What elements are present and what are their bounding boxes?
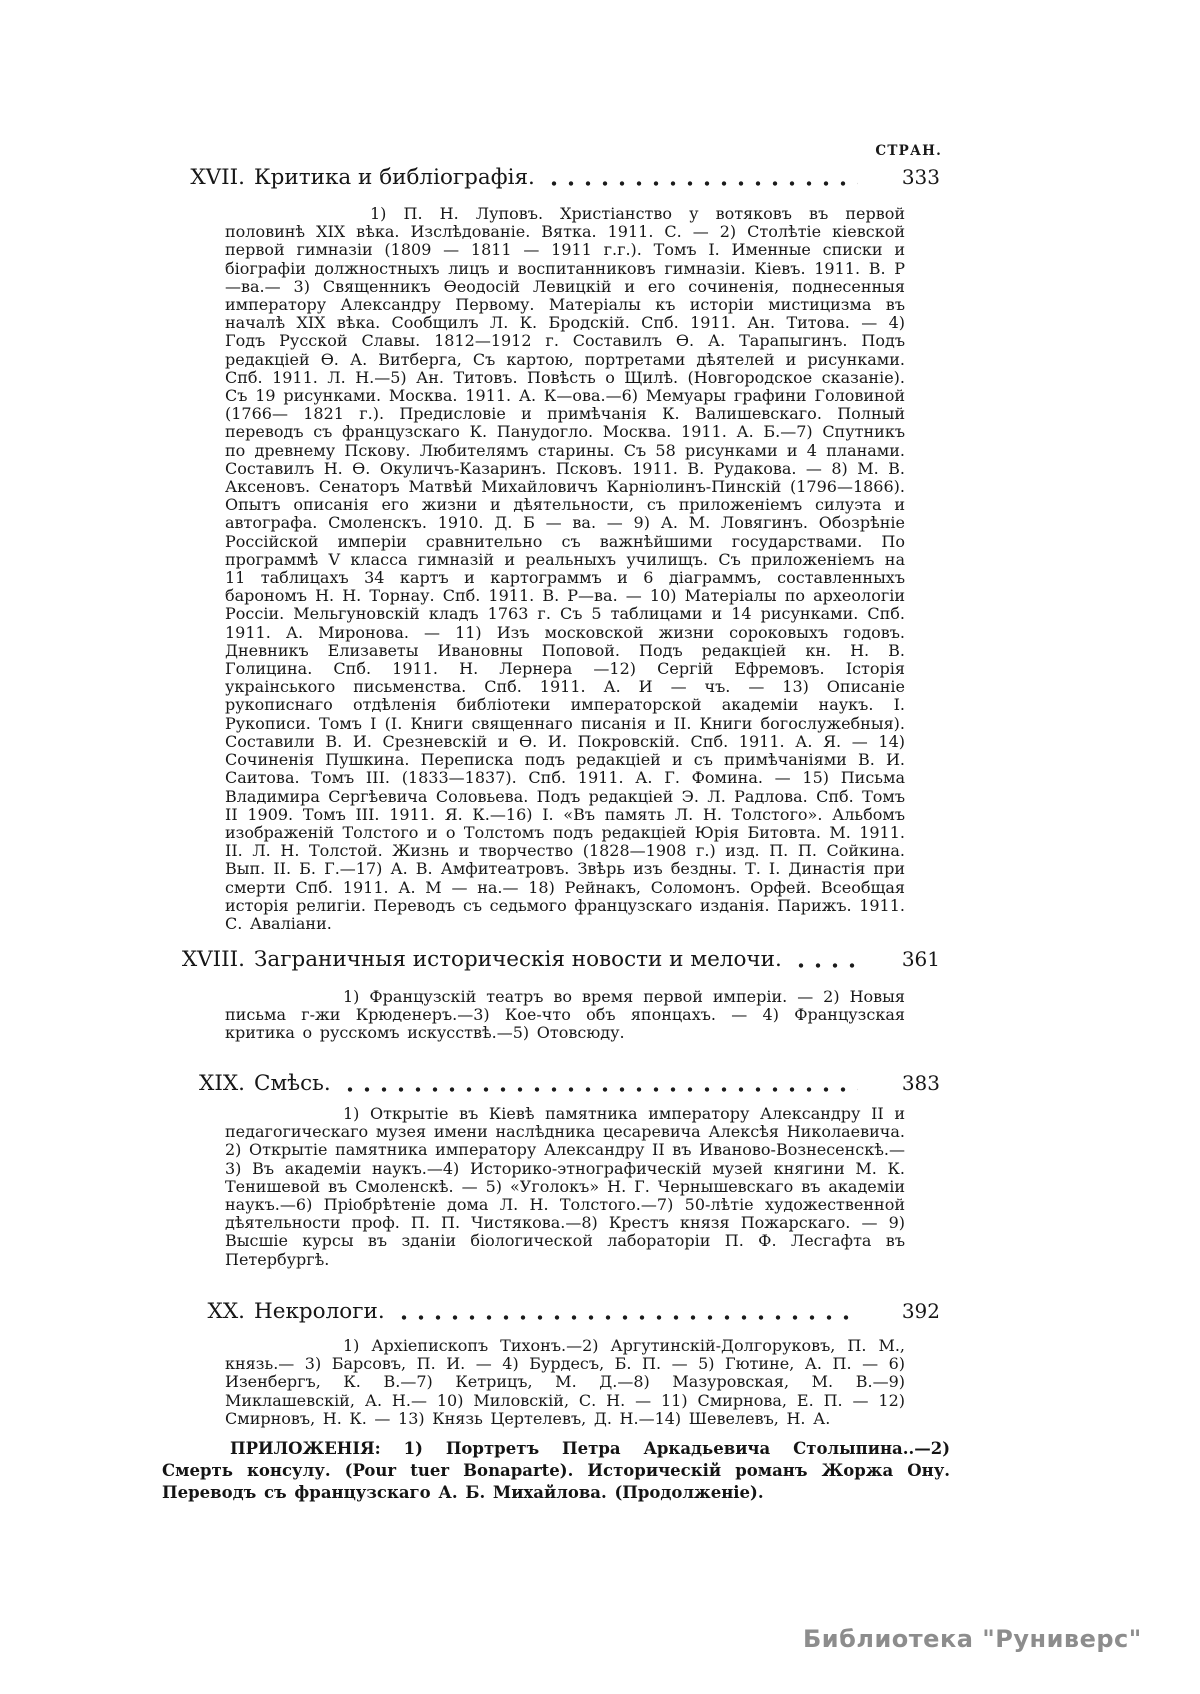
section-title: Некрологи. xyxy=(254,1299,385,1324)
page-number: 392 xyxy=(901,1299,940,1323)
section-title: Смѣсь. xyxy=(254,1071,331,1096)
page-column-header: СТРАН. xyxy=(875,143,942,159)
section-numeral: XVII. xyxy=(190,165,245,190)
section-annotation: 1) П. Н. Луповъ. Христіанство у вотяковъ въ первой половинѣ XIX вѣка. Изслѣдованіе. Вятка. 1911. С. — 2) Столѣтіе кіевской первой гимназіи (1809 — 1811 — 1911 г.г.). Томъ I. Именные списки и біографіи должностныхъ лицъ и воспитанниковъ гимназіи. Кіевъ. 1911. В. Р—ва.— 3) Священникъ Ѳеодосій Левицкій и его сочиненія, поднесенныя императору Александру Первому. Матеріалы къ исторіи мистицизма въ началѣ XIX вѣка. Сообщилъ Л. К. Бродскій. Спб. 1911. Ан. Титова. — 4) Годъ Русской Славы. 1812—1912 г. Составилъ Ѳ. А. Тарапыгинъ. Подъ редакціей Ѳ. А. Витберга, Съ картою, портретами дѣятелей и рисунками. Спб. 1911. Л. Н.—5) Ан. Титовъ. Повѣсть о Щилѣ. (Новгородское сказаніе). Съ 19 рисунками. Москва. 1911. А. К—ова.—6) Мемуары графини Головиной (1766— 1821 г.). Предисловіе и примѣчанія К. Валишевскаго. Полный переводъ съ французскаго К. Панудогло. Москва. 1911. А. Б.—7) Спутникъ по древнему Пскову. Любителямъ старины. Съ 58 рисунками и 4 планами. Составилъ Н. Ѳ. Окуличъ-Казаринъ. Псковъ. 1911. В. Рудакова. — 8) М. В. Аксеновъ. Сенаторъ Матвѣй Михайловичъ Карніолинъ-Пинскій (1796—1866). Опытъ описанія его жизни и дѣятельности, съ приложеніемъ силуэта и автографа. Смоленскъ. 1910. Д. Б — ва. — 9) А. М. Ловягинъ. Обозрѣніе Россійской имперіи сравнительно съ важнѣйшими государствами. По программѣ V класса гимназій и реальныхъ училищъ. Съ приложеніемъ на 11 таблицахъ 34 картъ и картограммъ и 6 діаграммъ, составленныхъ барономъ Н. Н. Торнау. Спб. 1911. В. Р—ва. — 10) Матеріалы по археологіи Россіи. Мельгуновскій кладъ 1763 г. Съ 5 таблицами и 14 рисунками. Спб. 1911. А. Миронова. — 11) Изъ московской жизни сороковыхъ годовъ. Дневникъ Елизаветы Ивановны Поповой. Подъ редакціей кн. Н. В. Голицина. Спб. 1911. Н. Лернера —12) Сергій Ефремовъ. Історія украінського письменства. Спб. 1911. А. И — чъ. — 13) Описаніе рукописнаго отдѣленія библіотеки императорской академіи наукъ. I. Рукописи. Томъ I (I. Книги священнаго писанія и II. Книги богослужебныя). Составили В. И. Срезневскій и Ѳ. И. Покровскій. Спб. 1911. А. Я. — 14) Сочиненія Пушкина. Переписка подъ редакціей и съ примѣчаніями В. И. Саитова. Томъ III. (1833—1837). Спб. 1911. А. Г. Фомина. — 15) Письма Владимира Сергѣевича Соловьева. Подъ редакціей Э. Л. Радлова. Спб. Томъ II 1909. Томъ III. 1911. Я. К.—16) I. «Въ память Л. Н. Толстого». Альбомъ изображеній Толстого и о Толстомъ подъ редакціей Юрія Битовта. М. 1911. II. Л. Н. Толстой. Жизнь и творчество (1828—1908 г.) изд. П. П. Сойкина. Вып. II. Б. Г.—17) А. В. Амфитеатровъ. Звѣрь изъ бездны. Т. I. Династія при смерти Спб. 1911. А. М — на.— 18) Рейнакъ, Соломонъ. Орфей. Всеобщая исторія религіи. Переводъ съ седьмого французскаго изданія. Парижъ. 1911. С. Аваліани. xyxy=(225,204,905,933)
dots-leader xyxy=(551,180,858,187)
appendix xyxy=(162,1438,950,1504)
appendix-label: ПРИЛОЖЕНІЯ: xyxy=(230,1439,381,1458)
section-numeral: XIX. xyxy=(199,1071,245,1096)
toc-entry-xx xyxy=(145,1298,940,1325)
section-title: Критика и библіографія. xyxy=(254,165,535,190)
page-number: 333 xyxy=(901,165,940,189)
dots-leader xyxy=(401,1314,858,1321)
page-number: 361 xyxy=(901,947,940,971)
dots-leader xyxy=(347,1086,858,1093)
section-annotation: 1) Открытіе въ Кіевѣ памятника императору Александру II и педагогическаго музея имени наслѣдника цесаревича Алексѣя Николаевича. 2) Открытіе памятника императору Александру II въ Иваново-Вознесенскѣ.—3) Въ академіи наукъ.—4) Историко-этнографическій музей княгини М. К. Тенишевой въ Смоленскѣ. — 5) «Уголокъ» Н. Г. Чернышевскаго въ академіи наукъ.—6) Пріобрѣтеніе дома Л. Н. Толстого.—7) 50-лѣтіе художественной дѣятельности проф. П. П. Чистякова.—8) Крестъ князя Пожарскаго. — 9) Высшіе курсы въ зданіи біологической лабораторіи П. Ф. Лесгафта въ Петербургѣ. xyxy=(225,1104,905,1269)
page-number: 383 xyxy=(901,1071,940,1095)
watermark: Библиотека "Руниверс" xyxy=(803,1625,1142,1653)
section-numeral: XX. xyxy=(207,1299,245,1324)
toc-entry-xvii xyxy=(145,164,940,191)
section-title: Заграничныя историческія новости и мелочи. xyxy=(254,947,782,972)
appendix-text: 1) Портретъ Петра Аркадьевича Столыпина..—2) Смерть консулу. (Pour tuer Bonaparte). Историческій романъ Жоржа Ону. Переводъ съ французскаго А. Б. Михайлова. (Продолженіе). xyxy=(162,1439,951,1502)
toc-entry-xix xyxy=(145,1070,940,1097)
section-annotation: 1) Французскій театръ во время первой имперіи. — 2) Новыя письма г-жи Крюденеръ.—3) Кое-что объ японцахъ. — 4) Французская критика о русскомъ искусствѣ.—5) Отовсюду. xyxy=(225,987,905,1043)
toc-entry-xviii xyxy=(145,946,940,973)
dots-leader xyxy=(798,962,858,969)
section-annotation: 1) Архіепископъ Тихонъ.—2) Аргутинскій-Долгоруковъ, П. М., князь.— 3) Барсовъ, П. И. — 4) Бурдесъ, Б. П. — 5) Гютине, А. П. — 6) Изенбергъ, К. В.—7) Кетрицъ, М. Д.—8) Мазуровская, М. В.—9) Миклашевскій, А. Н.— 10) Миловскій, С. Н. — 11) Смирнова, Е. П. — 12) Смирновъ, Н. К. — 13) Князь Цертелевъ, Д. Н.—14) Шевелевъ, Н. А. xyxy=(225,1336,905,1428)
section-numeral: XVIII. xyxy=(181,947,245,972)
